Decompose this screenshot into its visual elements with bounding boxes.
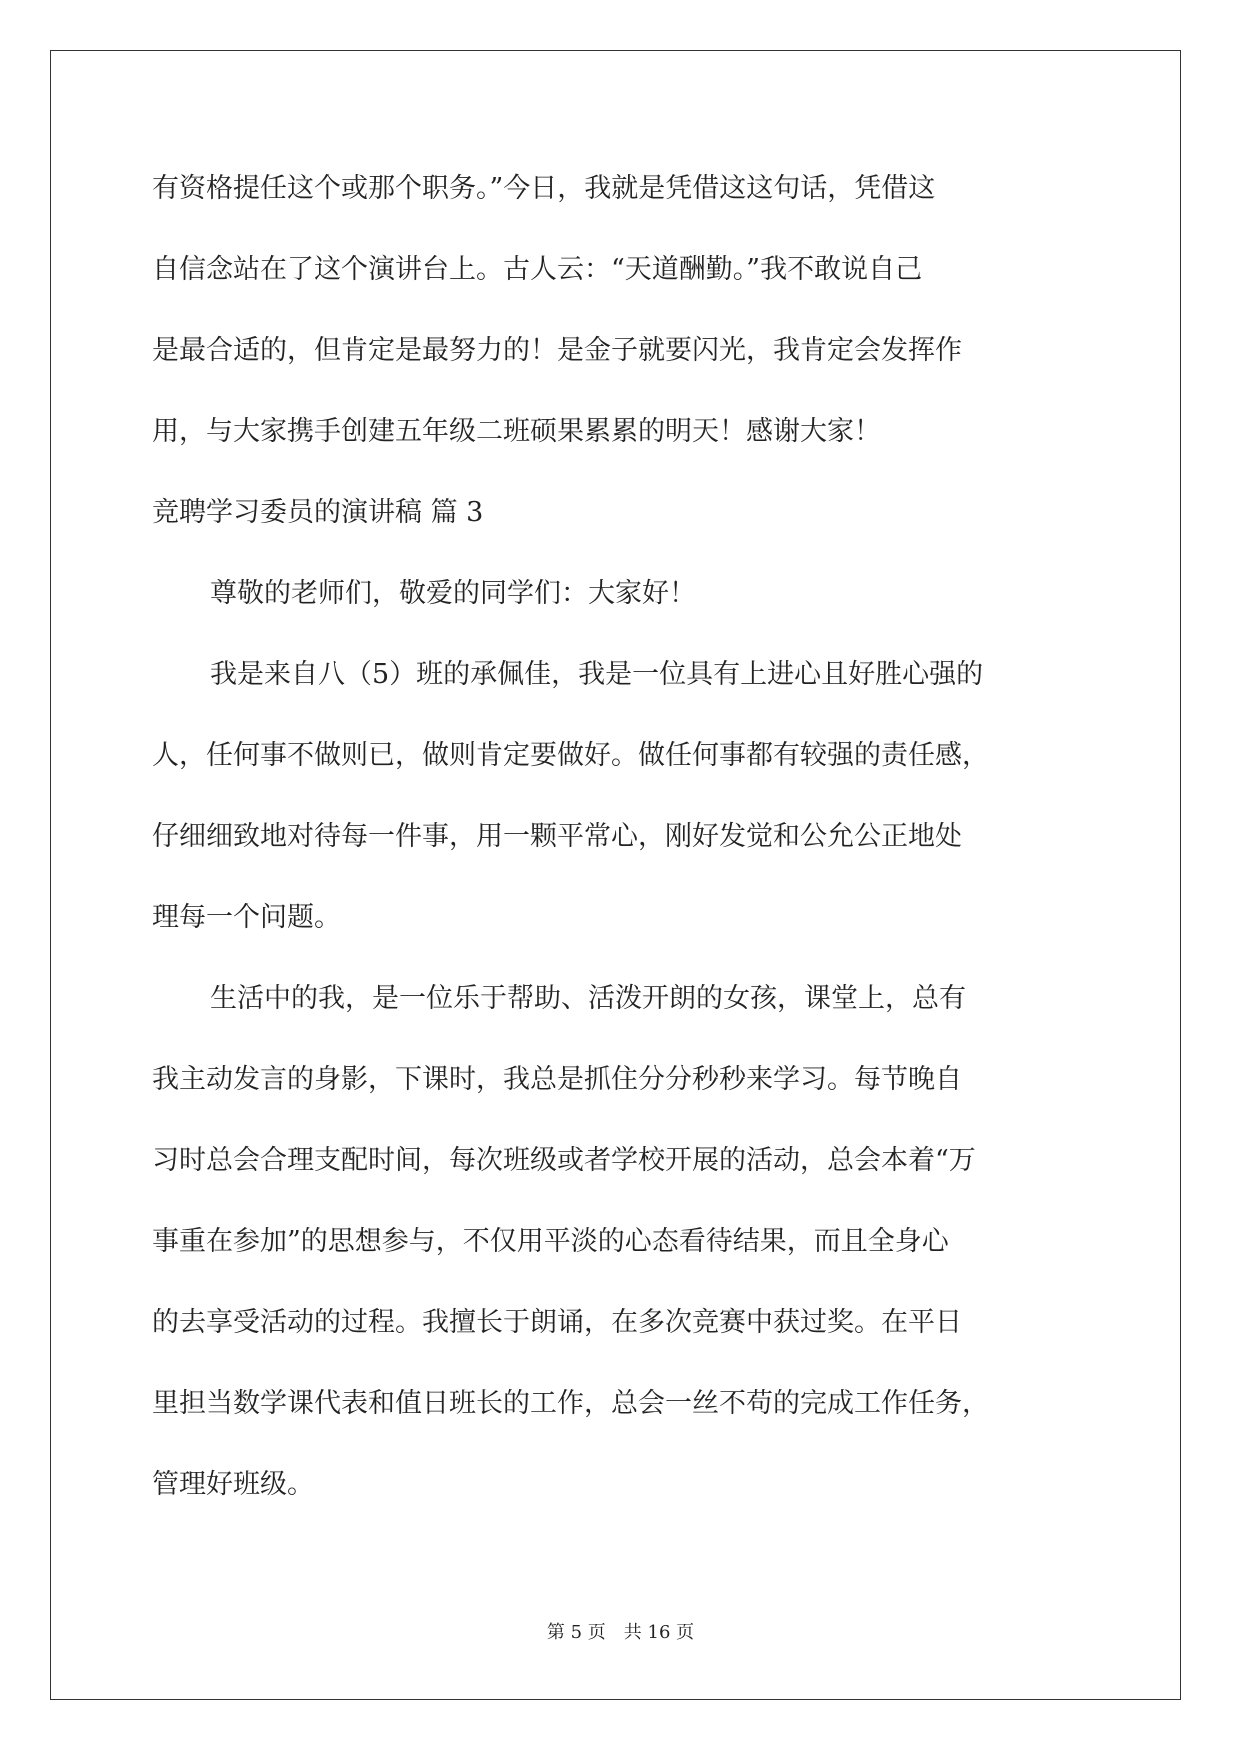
body-line: 是最合适的，但肯定是最努力的！是金子就要闪光，我肯定会发挥作	[152, 335, 962, 366]
body-line: 仔细细致地对待每一件事，用一颗平常心，刚好发觉和公允公正地处	[152, 821, 962, 852]
page-total: 共 16 页	[623, 1622, 695, 1643]
body-line: 自信念站在了这个演讲台上。古人云：“天道酬勤。”我不敢说自己	[152, 254, 923, 285]
body-line: 里担当数学课代表和值日班长的工作，总会一丝不苟的完成工作任务，	[152, 1388, 989, 1419]
body-line: 的去享受活动的过程。我擅长于朗诵，在多次竞赛中获过奖。在平日	[152, 1307, 962, 1338]
body-line: 事重在参加”的思想参与，不仅用平淡的心态看待结果，而且全身心	[152, 1226, 949, 1257]
body-line: 我主动发言的身影，下课时，我总是抓住分分秒秒来学习。每节晚自	[152, 1064, 962, 1095]
page-number: 第 5 页	[546, 1622, 606, 1643]
salutation: 尊敬的老师们，敬爱的同学们：大家好！	[210, 578, 696, 609]
section-heading: 竞聘学习委员的演讲稿 篇 3	[152, 497, 484, 528]
page-frame	[50, 50, 1181, 1700]
body-line: 理每一个问题。	[152, 902, 341, 933]
paragraph-start-line: 生活中的我，是一位乐于帮助、活泼开朗的女孩，课堂上，总有	[210, 983, 966, 1014]
body-line: 管理好班级。	[152, 1469, 314, 1500]
body-line: 用，与大家携手创建五年级二班硕果累累的明天！感谢大家！	[152, 416, 881, 447]
paragraph-start-line: 我是来自八（5）班的承佩佳，我是一位具有上进心且好胜心强的	[210, 659, 984, 690]
body-line: 习时总会合理支配时间，每次班级或者学校开展的活动，总会本着“万	[152, 1145, 976, 1176]
page-footer	[0, 1618, 1241, 1644]
body-line: 有资格提任这个或那个职务。”今日，我就是凭借这这句话，凭借这	[152, 173, 936, 204]
body-line: 人，任何事不做则已，做则肯定要做好。做任何事都有较强的责任感，	[152, 740, 989, 771]
